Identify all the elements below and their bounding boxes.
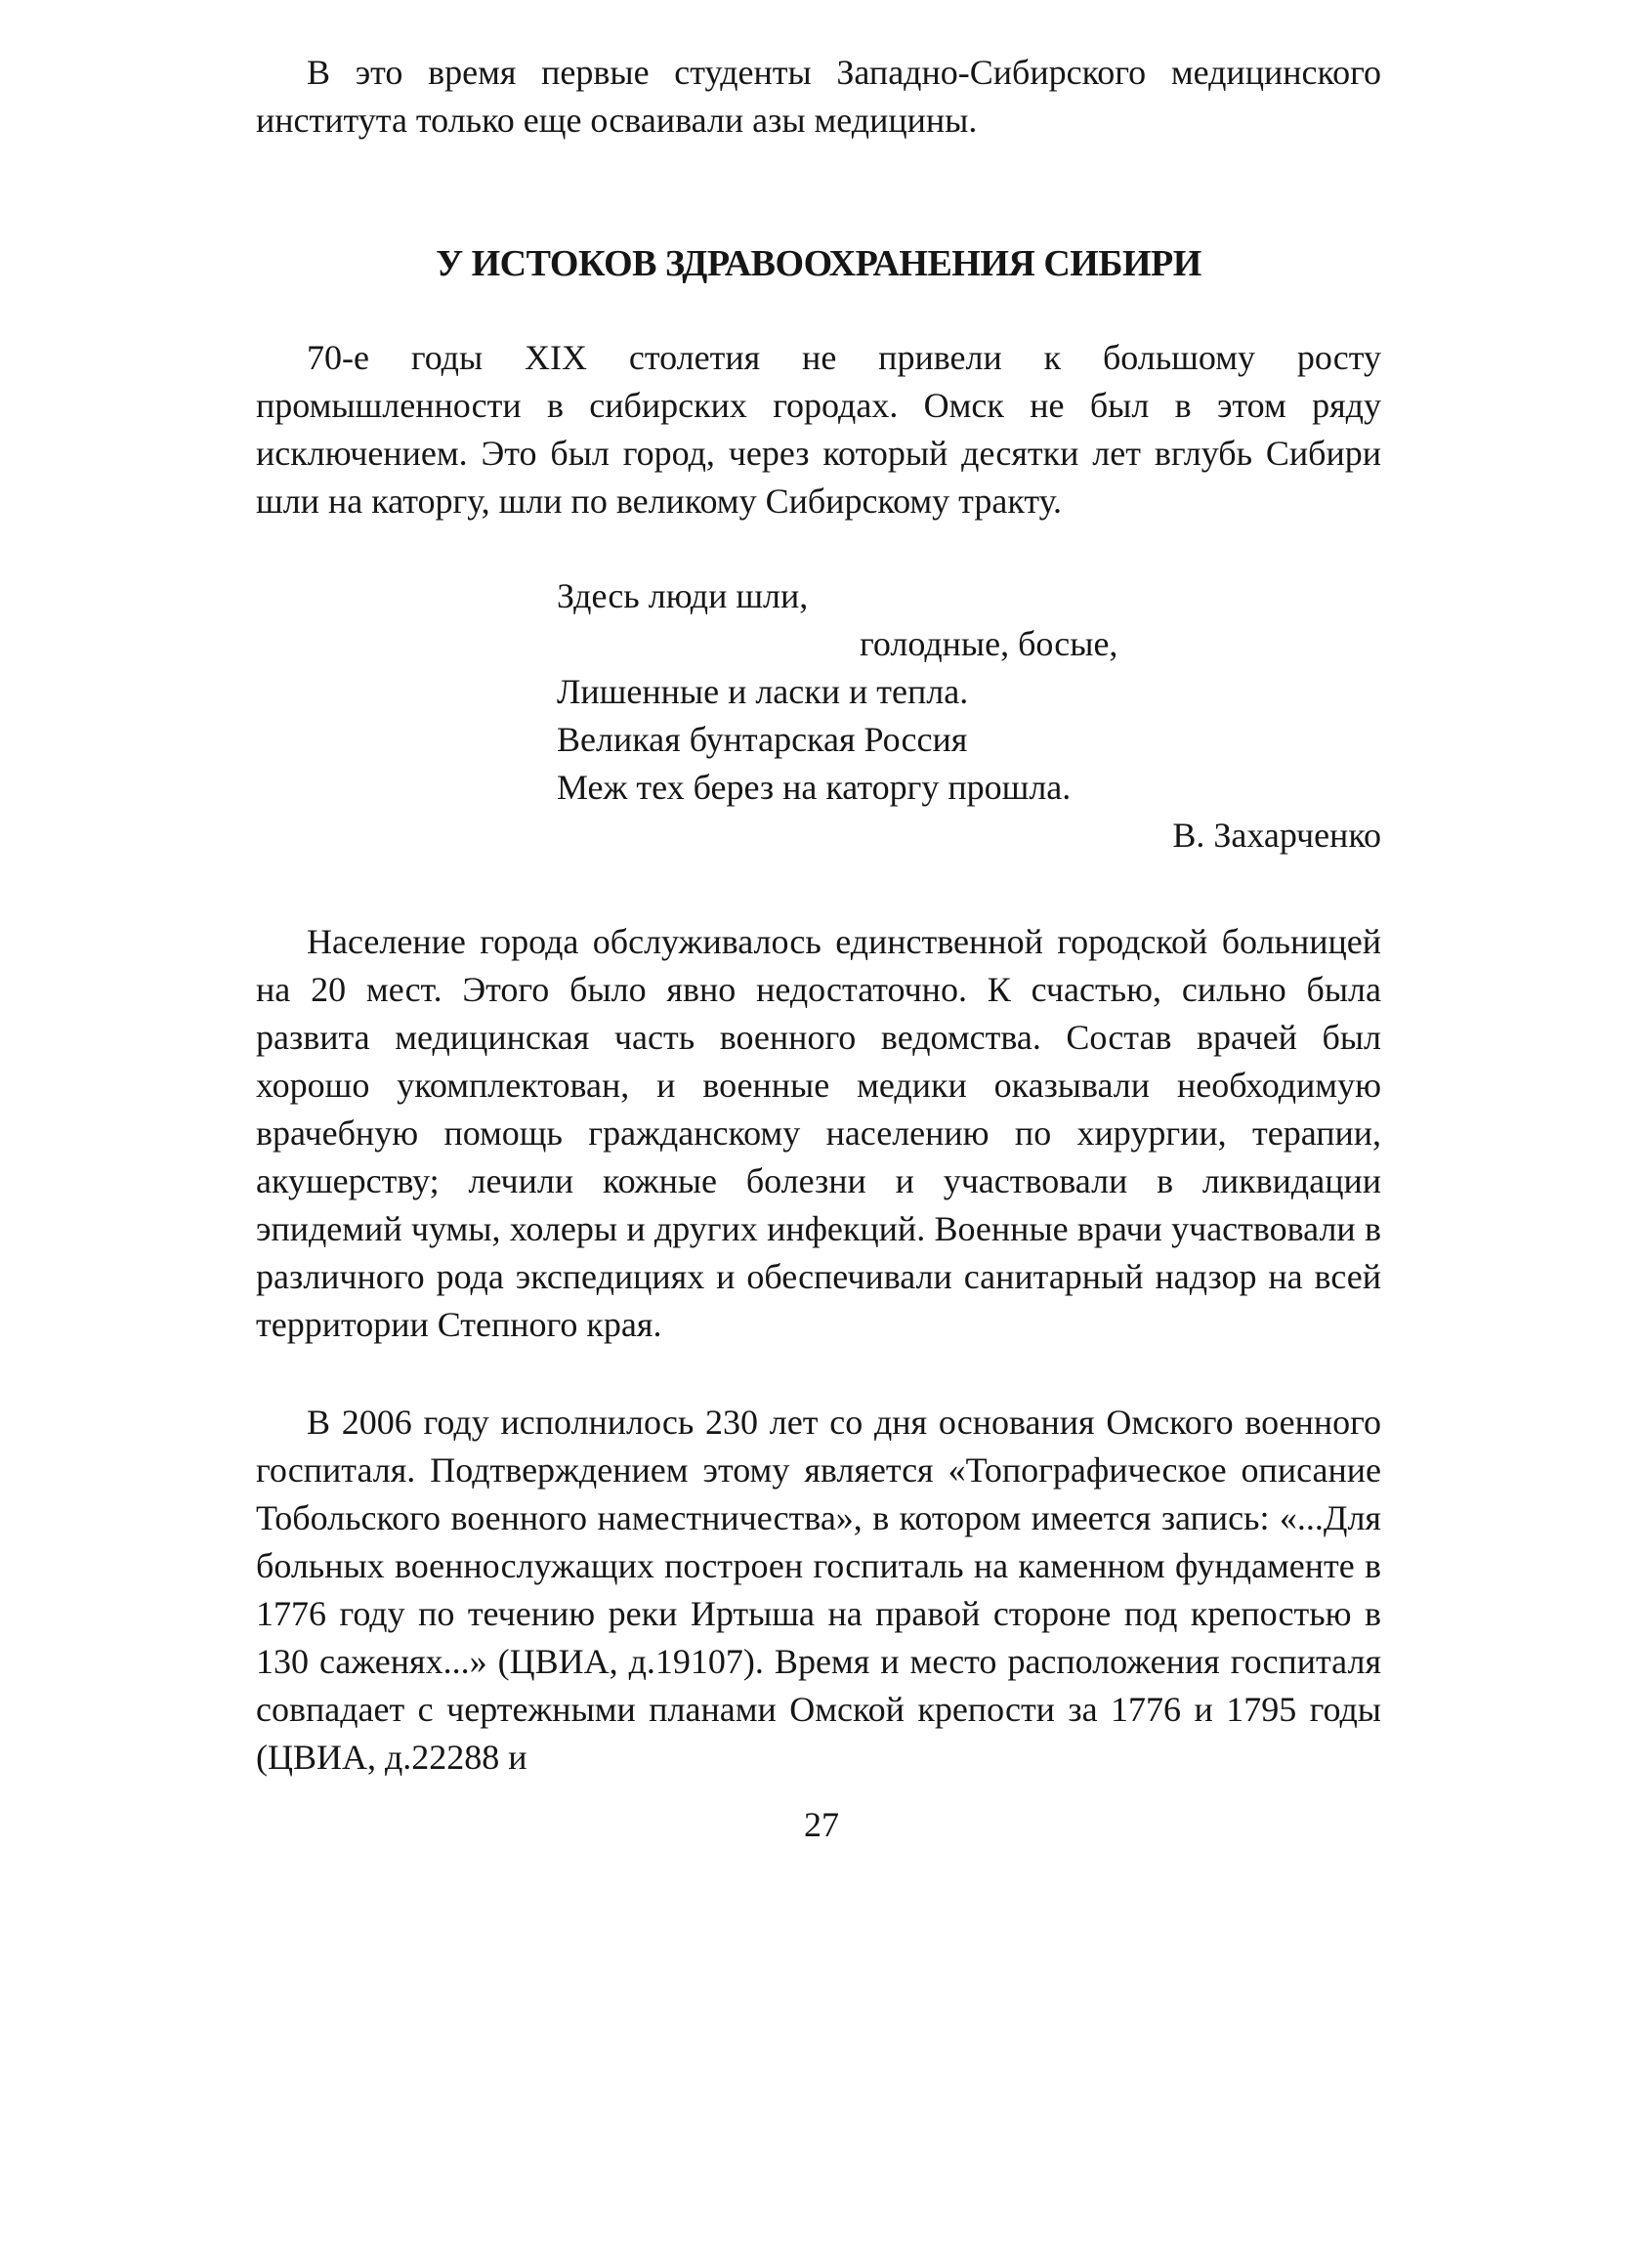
page-number: 27 — [804, 1805, 839, 1844]
poem-line: Здесь люди шли, — [557, 576, 809, 615]
poem-epigraph — [557, 572, 1381, 860]
poem-line: голодные, босые, — [860, 624, 1118, 663]
paragraph-1: 70-е годы XIX столетия не привели к большому росту промышленности в сибирских городах. Омск не был в этом ряду исключением. Это был город, через который десятки лет вглубь Сибири шли на каторгу, шли по великому Сибирскому тракту. — [256, 338, 1381, 521]
poem-line: Великая бунтарская Россия — [557, 720, 968, 759]
poem-author: В. Захарченко — [1172, 816, 1381, 855]
intro-paragraph: В это время первые студенты Западно-Сибирского медицинского института только еще осваивали азы медицины. — [256, 53, 1381, 140]
paragraph-2: Население города обслуживалось единственной городской больницей на 20 мест. Этого было явно недостаточно. К счастью, сильно была развита медицинская часть военного ведомства. Состав врачей был хорошо укомплектован, и военные медики оказывали необходимую врачебную помощь гражданскому населению по хирургии, терапии, акушерству; лечили кожные болезни и участвовали в ликвидации эпидемий чумы, холеры и других инфекций. Военные врачи участвовали в различного рода экспедициях и обеспечивали санитарный надзор на всей территории Степного края. — [256, 922, 1381, 1344]
paragraph-3: В 2006 году исполнилось 230 лет со дня основания Омского военного госпиталя. Подтверждением этому является «Топографическое описание Тобольского военного наместничества», в котором имеется запись: «...Для больных военнослужащих построен госпиталь на каменном фундаменте в 1776 году по течению реки Иртыша на правой стороне под крепостью в 130 саженях...» (ЦВИА, д.19107). Время и место расположения госпиталя совпадает с чертежными планами Омской крепости за 1776 и 1795 годы (ЦВИА, д.22288 и — [256, 1403, 1381, 1777]
section-heading: У ИСТОКОВ ЗДРАВООХРАНЕНИЯ СИБИРИ — [436, 243, 1201, 284]
poem-line: Лишенные и ласки и тепла. — [557, 672, 969, 711]
poem-line: Меж тех берез на каторгу прошла. — [557, 768, 1072, 807]
